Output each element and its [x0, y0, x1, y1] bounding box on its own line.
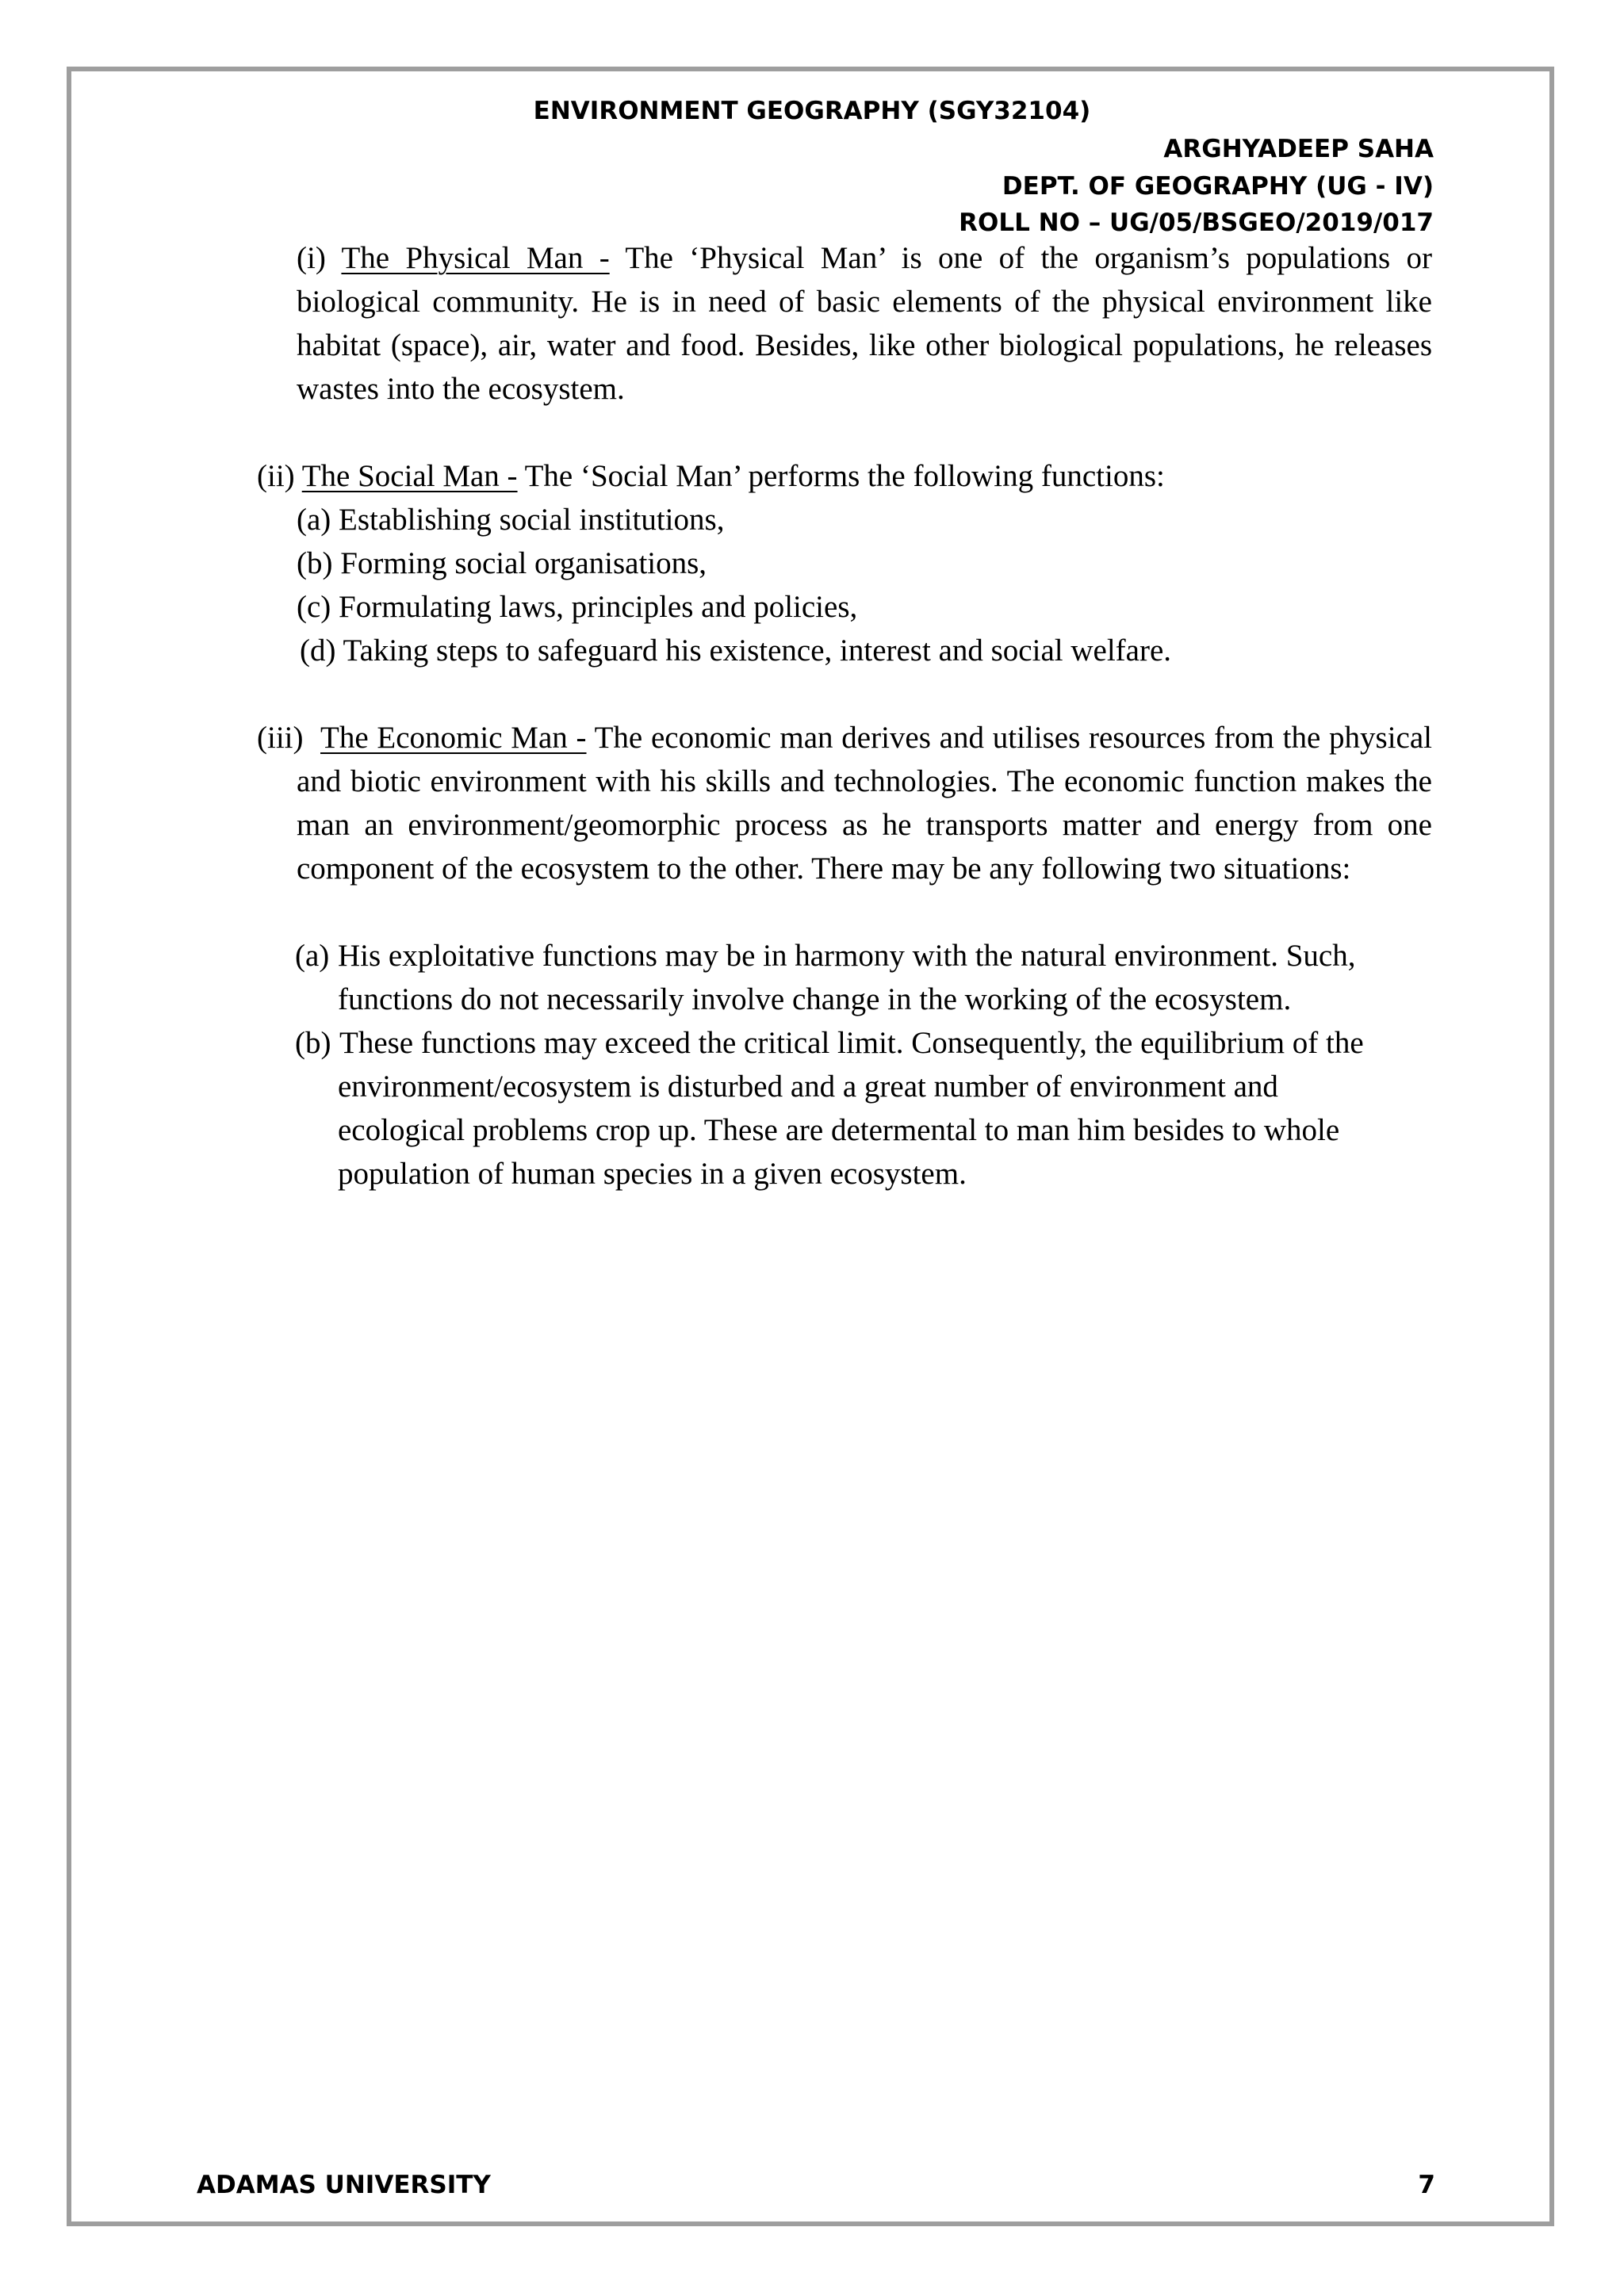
- social-man-number: (ii): [257, 459, 295, 493]
- social-man-intro-text: The ‘Social Man’ performs the following functions:: [524, 459, 1165, 493]
- social-item: (a) Establishing social institutions,: [297, 503, 725, 537]
- economic-man-paragraph: [297, 716, 1432, 890]
- economic-item-line: His exploitative functions may be in harmony with the natural environment. Such,: [338, 939, 1356, 973]
- economic-item-line: population of human species in a given ecosystem.: [338, 1157, 967, 1191]
- course-title: ENVIRONMENT GEOGRAPHY (SGY32104): [533, 97, 1091, 125]
- department: DEPT. OF GEOGRAPHY (UG - IV): [1002, 172, 1434, 201]
- economic-item-label: (a): [295, 939, 330, 973]
- economic-man-heading: The Economic Man -: [320, 721, 587, 755]
- social-man-intro: [257, 454, 1165, 498]
- physical-man-paragraph: [297, 236, 1432, 411]
- footer-university: ADAMAS UNIVERSITY: [197, 2171, 491, 2199]
- economic-item-line: environment/ecosystem is disturbed and a great number of environment and: [338, 1070, 1278, 1104]
- social-item: (d) Taking steps to safeguard his existence, interest and social welfare.: [300, 633, 1172, 668]
- economic-item-label: (b): [295, 1026, 331, 1060]
- physical-man-heading: The Physical Man -: [341, 241, 610, 275]
- economic-man-text: The economic man derives and utilises resources from the physical and biotic environment with his skills and technologies. The economic function makes the man an environment/geomorphic process as he transports matter and energy from one component of the ecosystem to the other. There may be any following two situations:: [297, 721, 1432, 886]
- physical-man-number: (i): [297, 241, 326, 275]
- author-name: ARGHYADEEP SAHA: [1163, 135, 1434, 163]
- economic-item-line: functions do not necessarily involve change in the working of the ecosystem.: [338, 982, 1292, 1016]
- social-item: (c) Formulating laws, principles and policies,: [297, 590, 858, 624]
- social-item: (b) Forming social organisations,: [297, 546, 707, 580]
- economic-man-number: (iii): [257, 721, 304, 755]
- social-man-heading: The Social Man -: [301, 459, 518, 493]
- economic-item-line: ecological problems crop up. These are determental to man him besides to whole: [338, 1113, 1340, 1147]
- physical-man-text: The ‘Physical Man’ is one of the organism’s populations or biological community. He is in need of basic elements of the physical environment like habitat (space), air, water and food. Besides, like other biological populations, he releases wastes into the ecosystem.: [297, 241, 1433, 406]
- page-number: 7: [1418, 2171, 1435, 2199]
- roll-number: ROLL NO – UG/05/BSGEO/2019/017: [959, 209, 1434, 237]
- economic-item-line: These functions may exceed the critical limit. Consequently, the equilibrium of the: [339, 1026, 1364, 1060]
